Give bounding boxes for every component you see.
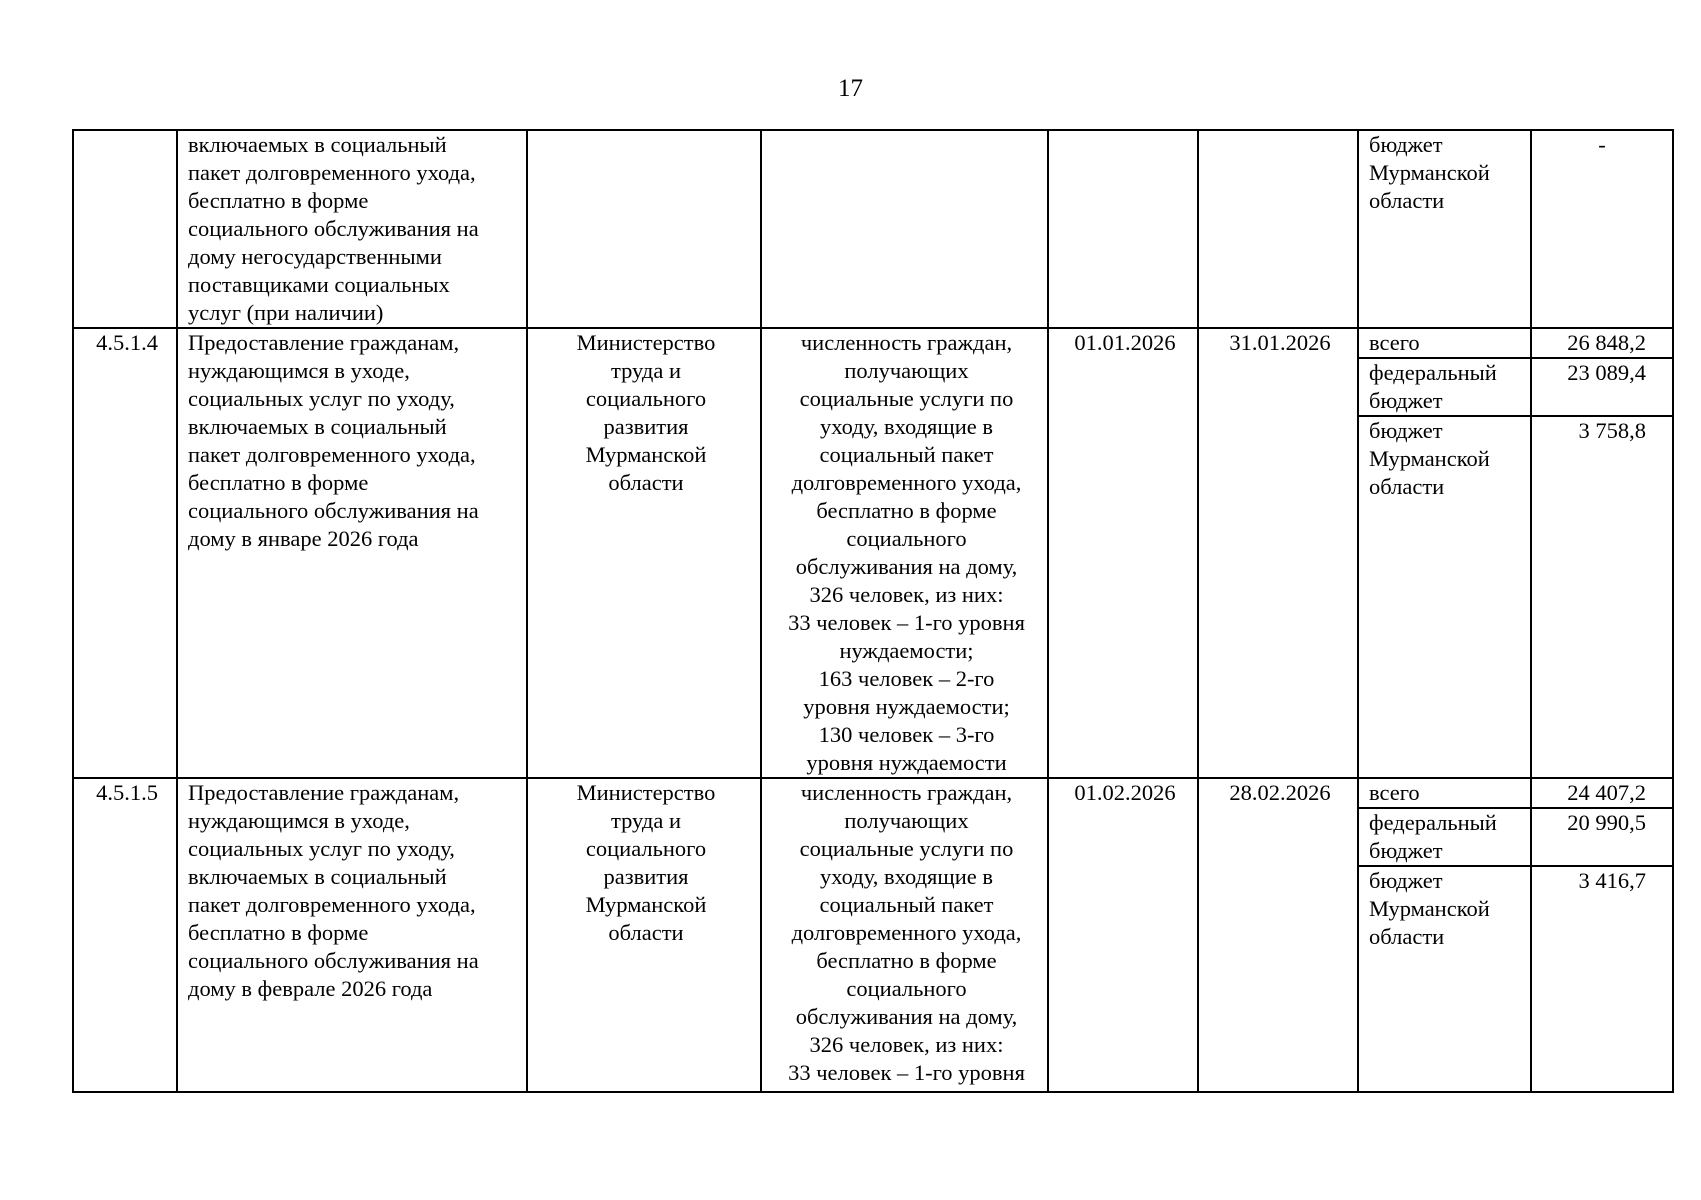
funding-source: федеральный бюджет [1359,808,1531,866]
start-date [1048,328,1198,778]
funding-amount: 3 416,7 [1578,868,1646,893]
financing-table [1359,329,1672,777]
start-date [1048,130,1198,328]
executor-text: Министерство труда и социального развития Мурманской области [576,330,716,495]
financing-row [1359,416,1672,777]
start-date-text: 01.01.2026 [1074,330,1176,355]
indicator-text: численность граждан, получающих социальные услуги по уходу, входящие в социальный пакет долговременного ухода, бесплатно в форме социального обслуживания на дому, 326 человек, из них: 33 человек – 1-го уровня [788,780,1025,1085]
financing-cell [1358,130,1673,328]
financing-table [1359,779,1672,1091]
funding-amount: 20 990,5 [1531,808,1672,866]
funding-source: бюджет Мурманской области [1359,866,1531,1091]
table-row [73,778,1673,1092]
indicator [761,778,1048,1092]
end-date [1198,328,1358,778]
indicator-text: численность граждан, получающих социальные услуги по уходу, входящие в социальный пакет долговременного ухода, бесплатно в форме социального обслуживания на дому, 326 человек, из них: 33 человек – 1-го уровня нуждаемости; 163 человек – 2-го уровня нуждаемости; 130 человек – 3-го уровня нуждаемости [788,330,1025,775]
start-date [1048,778,1198,1092]
executor [527,778,761,1092]
funding-amount: 3 758,8 [1578,418,1646,443]
financing-row [1359,131,1672,327]
executor [527,130,761,328]
financing-cell [1358,778,1673,1092]
funding-amount: - [1598,132,1606,157]
activity-code-text: 4.5.1.4 [96,330,158,355]
end-date-text: 31.01.2026 [1229,330,1331,355]
activity-code [73,778,177,1092]
financing-row [1359,329,1672,358]
activity-name [177,778,527,1092]
activity-name [177,130,527,328]
end-date-text: 28.02.2026 [1229,780,1331,805]
table-row [73,328,1673,778]
financing-row [1359,866,1672,1091]
start-date-text: 01.02.2026 [1074,780,1176,805]
funding-source: всего [1359,329,1531,358]
indicator [761,130,1048,328]
financing-row [1359,358,1672,416]
activity-code [73,328,177,778]
financing-cell [1358,328,1673,778]
funding-amount: 24 407,2 [1531,779,1672,808]
table-row [73,130,1673,328]
funding-source: бюджет Мурманской области [1359,131,1531,327]
funding-source: всего [1359,779,1531,808]
indicator [761,328,1048,778]
page-number: 17 [838,75,863,102]
program-activities-table [72,129,1674,1093]
executor [527,328,761,778]
executor-text: Министерство труда и социального развития Мурманской области [576,780,716,945]
financing-table [1359,131,1672,327]
financing-row [1359,808,1672,866]
financing-row [1359,779,1672,808]
funding-source: бюджет Мурманской области [1359,416,1531,777]
activity-code-text: 4.5.1.5 [96,780,158,805]
end-date [1198,130,1358,328]
end-date [1198,778,1358,1092]
funding-amount: 26 848,2 [1531,329,1672,358]
activity-name-text: Предоставление гражданам, нуждающимся в уходе, социальных услуг по уходу, включаемых в социальный пакет долговременного ухода, бесплатно в форме социального обслуживания на дому в феврале 2026 года [188,780,479,1001]
activity-name-text: Предоставление гражданам, нуждающимся в уходе, социальных услуг по уходу, включаемых в социальный пакет долговременного ухода, бесплатно в форме социального обслуживания на дому в январе 2026 года [188,330,479,551]
activity-name-text: включаемых в социальный пакет долговременного ухода, бесплатно в форме социального обслуживания на дому негосударственными поставщиками социальных услуг (при наличии) [188,132,479,325]
funding-source: федеральный бюджет [1359,358,1531,416]
activity-name [177,328,527,778]
funding-amount: 23 089,4 [1531,358,1672,416]
activity-code [73,130,177,328]
